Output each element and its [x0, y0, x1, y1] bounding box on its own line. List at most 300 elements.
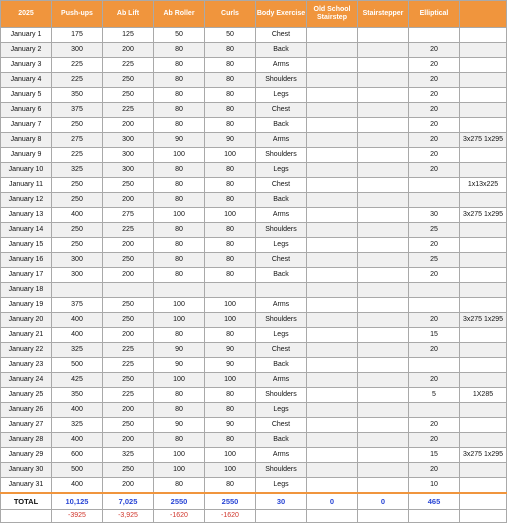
table-cell[interactable]: 200 — [103, 238, 154, 253]
table-cell[interactable] — [460, 223, 507, 238]
table-cell[interactable]: 400 — [52, 403, 103, 418]
table-cell[interactable]: 300 — [103, 133, 154, 148]
table-cell[interactable]: 250 — [103, 463, 154, 478]
table-cell[interactable]: Legs — [256, 328, 307, 343]
table-cell[interactable]: 100 — [154, 373, 205, 388]
table-cell[interactable]: 20 — [409, 418, 460, 433]
date-cell[interactable]: January 24 — [1, 373, 52, 388]
table-cell[interactable]: 20 — [409, 73, 460, 88]
table-cell[interactable]: 25 — [409, 253, 460, 268]
table-cell[interactable]: 80 — [205, 268, 256, 283]
table-cell[interactable] — [460, 283, 507, 298]
table-cell[interactable] — [358, 163, 409, 178]
date-cell[interactable]: January 17 — [1, 268, 52, 283]
table-cell[interactable]: 20 — [409, 268, 460, 283]
date-cell[interactable]: January 27 — [1, 418, 52, 433]
table-cell[interactable] — [409, 358, 460, 373]
table-cell[interactable]: Chest — [256, 253, 307, 268]
table-cell[interactable] — [358, 73, 409, 88]
table-cell[interactable] — [358, 388, 409, 403]
table-cell[interactable] — [358, 118, 409, 133]
table-cell[interactable]: 80 — [154, 268, 205, 283]
total-cell[interactable]: 30 — [256, 493, 307, 510]
table-cell[interactable]: 3x275 1x295 — [460, 448, 507, 463]
table-cell[interactable]: 15 — [409, 448, 460, 463]
table-cell[interactable]: Chest — [256, 343, 307, 358]
table-cell[interactable]: 90 — [154, 418, 205, 433]
table-cell[interactable]: 10 — [409, 478, 460, 494]
table-cell[interactable]: Shoulders — [256, 73, 307, 88]
table-cell[interactable]: 80 — [205, 388, 256, 403]
date-cell[interactable]: January 5 — [1, 88, 52, 103]
table-cell[interactable] — [460, 253, 507, 268]
table-cell[interactable]: 250 — [103, 373, 154, 388]
date-cell[interactable]: January 14 — [1, 223, 52, 238]
table-cell[interactable]: 1X285 — [460, 388, 507, 403]
table-cell[interactable] — [460, 298, 507, 313]
table-cell[interactable]: 200 — [103, 478, 154, 494]
table-cell[interactable]: 400 — [52, 313, 103, 328]
table-cell[interactable]: 80 — [205, 328, 256, 343]
table-cell[interactable]: 250 — [103, 298, 154, 313]
total-cell[interactable]: 465 — [409, 493, 460, 510]
table-cell[interactable] — [460, 43, 507, 58]
table-cell[interactable] — [358, 253, 409, 268]
table-cell[interactable]: 80 — [205, 163, 256, 178]
table-cell[interactable]: Arms — [256, 373, 307, 388]
table-cell[interactable] — [460, 433, 507, 448]
table-cell[interactable]: 600 — [52, 448, 103, 463]
date-cell[interactable]: January 30 — [1, 463, 52, 478]
table-cell[interactable]: 225 — [52, 58, 103, 73]
table-cell[interactable] — [409, 283, 460, 298]
table-cell[interactable] — [460, 103, 507, 118]
table-cell[interactable] — [307, 163, 358, 178]
table-cell[interactable]: 80 — [154, 178, 205, 193]
table-cell[interactable]: Arms — [256, 58, 307, 73]
table-cell[interactable]: 250 — [103, 418, 154, 433]
table-cell[interactable]: 200 — [103, 193, 154, 208]
table-cell[interactable]: 400 — [52, 478, 103, 494]
table-cell[interactable]: Shoulders — [256, 388, 307, 403]
table-cell[interactable] — [358, 373, 409, 388]
date-cell[interactable]: January 19 — [1, 298, 52, 313]
table-cell[interactable]: 90 — [205, 418, 256, 433]
table-cell[interactable] — [358, 148, 409, 163]
table-cell[interactable] — [358, 313, 409, 328]
table-cell[interactable] — [358, 208, 409, 223]
table-cell[interactable]: 250 — [52, 238, 103, 253]
table-cell[interactable]: 225 — [103, 223, 154, 238]
table-cell[interactable] — [307, 403, 358, 418]
table-cell[interactable]: 250 — [103, 88, 154, 103]
table-cell[interactable]: 80 — [205, 193, 256, 208]
date-cell[interactable]: January 12 — [1, 193, 52, 208]
table-cell[interactable]: 80 — [154, 163, 205, 178]
table-cell[interactable] — [358, 133, 409, 148]
table-cell[interactable] — [358, 298, 409, 313]
table-cell[interactable]: 20 — [409, 433, 460, 448]
table-cell[interactable]: 225 — [103, 388, 154, 403]
table-cell[interactable]: 275 — [52, 133, 103, 148]
table-cell[interactable] — [358, 478, 409, 494]
table-cell[interactable]: 80 — [154, 73, 205, 88]
table-cell[interactable] — [307, 238, 358, 253]
table-cell[interactable] — [409, 403, 460, 418]
table-cell[interactable] — [307, 388, 358, 403]
date-cell[interactable]: January 21 — [1, 328, 52, 343]
table-cell[interactable]: 80 — [154, 388, 205, 403]
table-cell[interactable]: 50 — [205, 28, 256, 43]
table-cell[interactable]: Back — [256, 433, 307, 448]
table-cell[interactable]: 3x275 1x295 — [460, 313, 507, 328]
table-cell[interactable] — [460, 88, 507, 103]
difference-cell[interactable]: -1620 — [205, 510, 256, 523]
table-cell[interactable]: 20 — [409, 343, 460, 358]
table-cell[interactable]: Legs — [256, 88, 307, 103]
table-cell[interactable] — [460, 343, 507, 358]
table-cell[interactable]: 80 — [205, 433, 256, 448]
total-label[interactable]: TOTAL — [1, 493, 52, 510]
difference-cell[interactable]: -3,925 — [103, 510, 154, 523]
table-cell[interactable] — [256, 283, 307, 298]
date-cell[interactable]: January 26 — [1, 403, 52, 418]
table-cell[interactable]: 80 — [205, 178, 256, 193]
table-cell[interactable] — [307, 478, 358, 494]
table-cell[interactable] — [460, 268, 507, 283]
table-cell[interactable]: Legs — [256, 403, 307, 418]
table-cell[interactable] — [358, 178, 409, 193]
table-cell[interactable]: 50 — [154, 28, 205, 43]
table-cell[interactable]: 100 — [205, 208, 256, 223]
table-cell[interactable]: 80 — [205, 118, 256, 133]
date-cell[interactable]: January 25 — [1, 388, 52, 403]
date-cell[interactable]: January 10 — [1, 163, 52, 178]
table-cell[interactable]: 250 — [52, 118, 103, 133]
table-cell[interactable]: 80 — [154, 403, 205, 418]
table-cell[interactable]: Legs — [256, 163, 307, 178]
table-cell[interactable]: 80 — [154, 103, 205, 118]
table-cell[interactable] — [358, 28, 409, 43]
table-cell[interactable]: 100 — [205, 448, 256, 463]
table-cell[interactable] — [460, 358, 507, 373]
table-cell[interactable]: 250 — [52, 178, 103, 193]
table-cell[interactable] — [460, 118, 507, 133]
table-cell[interactable] — [460, 238, 507, 253]
table-cell[interactable] — [307, 133, 358, 148]
table-cell[interactable] — [460, 373, 507, 388]
table-cell[interactable]: 300 — [52, 253, 103, 268]
table-cell[interactable] — [307, 178, 358, 193]
table-cell[interactable]: 20 — [409, 103, 460, 118]
table-cell[interactable]: 100 — [205, 313, 256, 328]
table-cell[interactable]: Back — [256, 193, 307, 208]
table-cell[interactable]: 250 — [103, 73, 154, 88]
table-cell[interactable] — [307, 328, 358, 343]
table-cell[interactable]: Back — [256, 268, 307, 283]
table-cell[interactable]: 80 — [154, 223, 205, 238]
table-cell[interactable]: Legs — [256, 238, 307, 253]
table-cell[interactable]: 100 — [154, 298, 205, 313]
table-cell[interactable]: 350 — [52, 388, 103, 403]
table-cell[interactable]: 100 — [154, 208, 205, 223]
table-cell[interactable]: 100 — [205, 298, 256, 313]
table-cell[interactable] — [460, 28, 507, 43]
table-cell[interactable]: 80 — [205, 238, 256, 253]
table-cell[interactable]: Arms — [256, 208, 307, 223]
table-cell[interactable]: 20 — [409, 373, 460, 388]
table-cell[interactable]: 325 — [52, 163, 103, 178]
table-cell[interactable]: 225 — [52, 148, 103, 163]
table-cell[interactable] — [409, 28, 460, 43]
date-cell[interactable]: January 20 — [1, 313, 52, 328]
table-cell[interactable]: 20 — [409, 133, 460, 148]
difference-cell[interactable] — [460, 510, 507, 523]
table-cell[interactable] — [358, 448, 409, 463]
table-cell[interactable]: 325 — [103, 448, 154, 463]
table-cell[interactable] — [358, 403, 409, 418]
date-cell[interactable]: January 15 — [1, 238, 52, 253]
table-cell[interactable] — [103, 283, 154, 298]
table-cell[interactable]: 250 — [52, 193, 103, 208]
table-cell[interactable]: Chest — [256, 178, 307, 193]
table-cell[interactable]: 20 — [409, 313, 460, 328]
table-cell[interactable] — [409, 178, 460, 193]
table-cell[interactable]: 300 — [103, 148, 154, 163]
table-cell[interactable]: Shoulders — [256, 463, 307, 478]
table-cell[interactable]: 325 — [52, 418, 103, 433]
table-cell[interactable] — [358, 328, 409, 343]
date-cell[interactable]: January 8 — [1, 133, 52, 148]
table-cell[interactable] — [307, 268, 358, 283]
table-cell[interactable] — [307, 448, 358, 463]
table-cell[interactable]: 80 — [205, 223, 256, 238]
table-cell[interactable] — [307, 223, 358, 238]
date-cell[interactable]: January 28 — [1, 433, 52, 448]
table-cell[interactable]: 225 — [103, 58, 154, 73]
table-cell[interactable] — [358, 223, 409, 238]
table-cell[interactable]: 375 — [52, 298, 103, 313]
table-cell[interactable]: 500 — [52, 358, 103, 373]
difference-cell[interactable] — [1, 510, 52, 523]
table-cell[interactable]: Back — [256, 358, 307, 373]
table-cell[interactable] — [307, 88, 358, 103]
date-cell[interactable]: January 18 — [1, 283, 52, 298]
table-cell[interactable]: 375 — [52, 103, 103, 118]
table-cell[interactable]: Legs — [256, 478, 307, 494]
table-cell[interactable]: 350 — [52, 88, 103, 103]
table-cell[interactable]: 80 — [154, 118, 205, 133]
table-cell[interactable]: 20 — [409, 463, 460, 478]
total-cell[interactable]: 10,125 — [52, 493, 103, 510]
table-cell[interactable] — [154, 283, 205, 298]
table-cell[interactable]: 90 — [154, 133, 205, 148]
table-cell[interactable]: 3x275 1x295 — [460, 208, 507, 223]
table-cell[interactable]: 80 — [205, 88, 256, 103]
difference-cell[interactable]: -3925 — [52, 510, 103, 523]
table-cell[interactable] — [358, 418, 409, 433]
table-cell[interactable]: 125 — [103, 28, 154, 43]
date-cell[interactable]: January 7 — [1, 118, 52, 133]
table-cell[interactable]: 20 — [409, 118, 460, 133]
table-cell[interactable]: 80 — [205, 103, 256, 118]
table-cell[interactable] — [358, 358, 409, 373]
table-cell[interactable] — [460, 193, 507, 208]
difference-cell[interactable] — [358, 510, 409, 523]
table-cell[interactable]: 300 — [52, 268, 103, 283]
table-cell[interactable]: 90 — [205, 358, 256, 373]
table-cell[interactable]: 80 — [205, 73, 256, 88]
difference-cell[interactable] — [307, 510, 358, 523]
table-cell[interactable]: 100 — [154, 463, 205, 478]
table-cell[interactable]: 80 — [154, 253, 205, 268]
table-cell[interactable]: 80 — [154, 88, 205, 103]
table-cell[interactable]: 25 — [409, 223, 460, 238]
table-cell[interactable] — [358, 238, 409, 253]
total-cell[interactable]: 7,025 — [103, 493, 154, 510]
difference-cell[interactable] — [256, 510, 307, 523]
table-cell[interactable]: 5 — [409, 388, 460, 403]
table-cell[interactable]: 400 — [52, 208, 103, 223]
table-cell[interactable]: 90 — [205, 133, 256, 148]
table-cell[interactable]: 225 — [103, 343, 154, 358]
table-cell[interactable] — [307, 463, 358, 478]
table-cell[interactable] — [307, 283, 358, 298]
table-cell[interactable]: Back — [256, 43, 307, 58]
table-cell[interactable] — [460, 403, 507, 418]
table-cell[interactable]: 90 — [154, 358, 205, 373]
table-cell[interactable]: 80 — [154, 58, 205, 73]
table-cell[interactable]: 15 — [409, 328, 460, 343]
table-cell[interactable]: 225 — [52, 73, 103, 88]
table-cell[interactable] — [307, 313, 358, 328]
date-cell[interactable]: January 16 — [1, 253, 52, 268]
table-cell[interactable]: 400 — [52, 433, 103, 448]
date-cell[interactable]: January 13 — [1, 208, 52, 223]
table-cell[interactable]: Shoulders — [256, 148, 307, 163]
table-cell[interactable]: 80 — [205, 43, 256, 58]
total-cell[interactable]: 0 — [358, 493, 409, 510]
table-cell[interactable] — [358, 103, 409, 118]
table-cell[interactable] — [460, 73, 507, 88]
date-cell[interactable]: January 6 — [1, 103, 52, 118]
table-cell[interactable]: Shoulders — [256, 313, 307, 328]
total-cell[interactable]: 2550 — [205, 493, 256, 510]
table-cell[interactable] — [307, 343, 358, 358]
table-cell[interactable] — [460, 58, 507, 73]
table-cell[interactable]: 100 — [154, 313, 205, 328]
table-cell[interactable]: 80 — [154, 433, 205, 448]
table-cell[interactable] — [307, 298, 358, 313]
table-cell[interactable] — [409, 298, 460, 313]
table-cell[interactable]: 325 — [52, 343, 103, 358]
table-cell[interactable] — [307, 73, 358, 88]
table-cell[interactable]: 80 — [154, 478, 205, 494]
table-cell[interactable] — [307, 433, 358, 448]
table-cell[interactable] — [358, 343, 409, 358]
table-cell[interactable]: 500 — [52, 463, 103, 478]
table-cell[interactable]: 20 — [409, 43, 460, 58]
table-cell[interactable]: 80 — [205, 253, 256, 268]
table-cell[interactable] — [307, 253, 358, 268]
table-cell[interactable]: 90 — [154, 343, 205, 358]
table-cell[interactable]: Shoulders — [256, 223, 307, 238]
date-cell[interactable]: January 2 — [1, 43, 52, 58]
table-cell[interactable]: 80 — [205, 478, 256, 494]
table-cell[interactable]: 250 — [103, 313, 154, 328]
table-cell[interactable]: 20 — [409, 238, 460, 253]
table-cell[interactable]: 80 — [205, 403, 256, 418]
table-cell[interactable]: 100 — [154, 448, 205, 463]
table-cell[interactable]: 20 — [409, 163, 460, 178]
table-cell[interactable]: Chest — [256, 103, 307, 118]
table-cell[interactable] — [358, 193, 409, 208]
table-cell[interactable]: 30 — [409, 208, 460, 223]
table-cell[interactable] — [358, 88, 409, 103]
table-cell[interactable]: 225 — [103, 358, 154, 373]
table-cell[interactable] — [409, 193, 460, 208]
date-cell[interactable]: January 9 — [1, 148, 52, 163]
table-cell[interactable]: 200 — [103, 118, 154, 133]
difference-cell[interactable]: -1620 — [154, 510, 205, 523]
table-cell[interactable] — [358, 43, 409, 58]
table-cell[interactable]: 250 — [103, 178, 154, 193]
table-cell[interactable]: 225 — [103, 103, 154, 118]
table-cell[interactable] — [307, 148, 358, 163]
date-cell[interactable]: January 1 — [1, 28, 52, 43]
table-cell[interactable]: 250 — [103, 253, 154, 268]
table-cell[interactable]: 20 — [409, 88, 460, 103]
table-cell[interactable]: 200 — [103, 43, 154, 58]
table-cell[interactable] — [307, 28, 358, 43]
table-cell[interactable] — [358, 58, 409, 73]
date-cell[interactable]: January 4 — [1, 73, 52, 88]
table-cell[interactable]: 80 — [154, 43, 205, 58]
table-cell[interactable] — [307, 118, 358, 133]
table-cell[interactable]: 100 — [205, 148, 256, 163]
table-cell[interactable] — [460, 163, 507, 178]
total-cell[interactable]: 2550 — [154, 493, 205, 510]
date-cell[interactable]: January 29 — [1, 448, 52, 463]
table-cell[interactable] — [460, 328, 507, 343]
table-cell[interactable]: 300 — [52, 43, 103, 58]
table-cell[interactable] — [460, 478, 507, 494]
table-cell[interactable]: Arms — [256, 448, 307, 463]
table-cell[interactable]: 275 — [103, 208, 154, 223]
table-cell[interactable] — [460, 463, 507, 478]
table-cell[interactable]: 400 — [52, 328, 103, 343]
date-cell[interactable]: January 3 — [1, 58, 52, 73]
table-cell[interactable] — [460, 148, 507, 163]
table-cell[interactable]: 1x13x225 — [460, 178, 507, 193]
date-cell[interactable]: January 23 — [1, 358, 52, 373]
table-cell[interactable]: 20 — [409, 148, 460, 163]
date-cell[interactable]: January 11 — [1, 178, 52, 193]
table-cell[interactable]: 3x275 1x295 — [460, 133, 507, 148]
date-cell[interactable]: January 22 — [1, 343, 52, 358]
table-cell[interactable]: Arms — [256, 133, 307, 148]
table-cell[interactable] — [358, 283, 409, 298]
table-cell[interactable] — [52, 283, 103, 298]
table-cell[interactable]: 100 — [154, 148, 205, 163]
table-cell[interactable]: 90 — [205, 343, 256, 358]
table-cell[interactable]: 250 — [52, 223, 103, 238]
table-cell[interactable]: Arms — [256, 298, 307, 313]
table-cell[interactable] — [307, 358, 358, 373]
table-cell[interactable]: 80 — [154, 328, 205, 343]
total-cell[interactable] — [460, 493, 507, 510]
table-cell[interactable]: Chest — [256, 28, 307, 43]
